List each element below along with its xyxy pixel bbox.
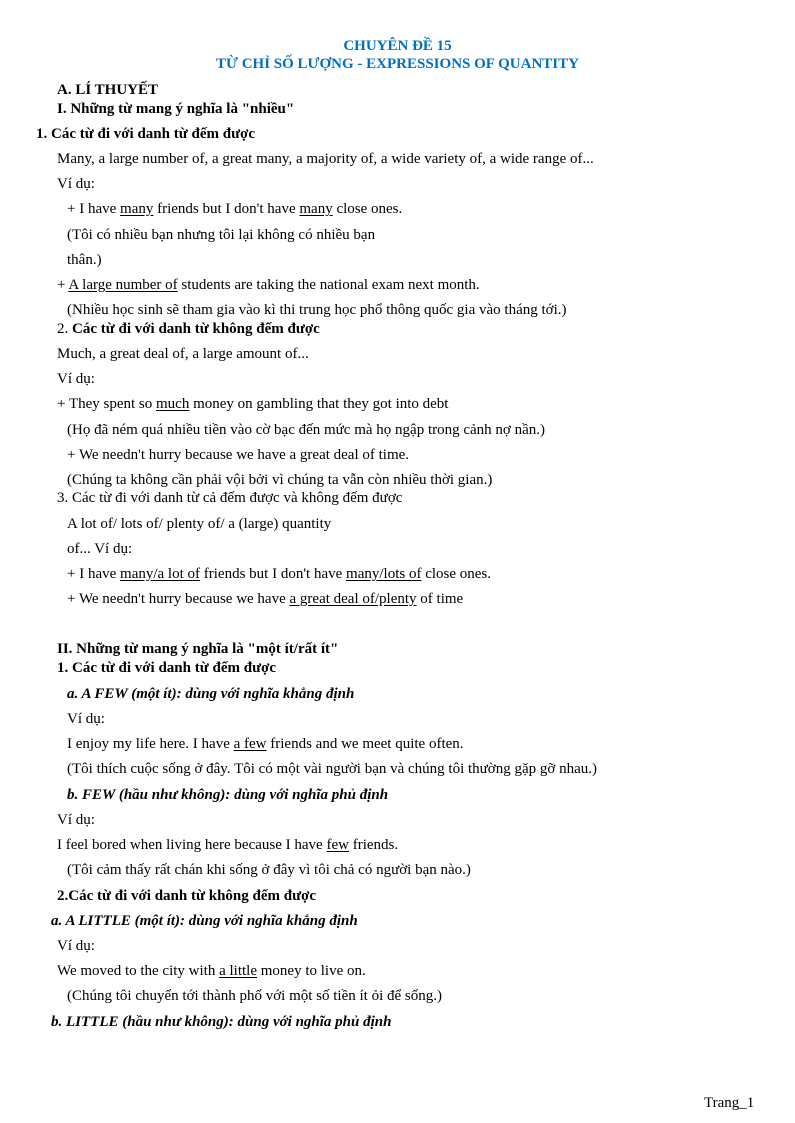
chapter-label: CHUYÊN ĐỀ 15 [343, 38, 452, 54]
part2-s2-heading: 2.Các từ đi với danh từ không đếm được [57, 888, 317, 904]
a-little-heading: a. A LITTLE (một ít): dùng với nghĩa khẳng định [51, 913, 358, 929]
example-translation: (Tôi có nhiều bạn nhưng tôi lại không có nhiều bạn [67, 227, 376, 243]
example-label: Ví dụ: [57, 371, 95, 387]
underlined-term: few [326, 837, 349, 853]
example-translation: (Chúng tôi chuyển tới thành phố với một số tiền ít ỏi để sống.) [67, 988, 442, 1004]
part1-s1-heading: 1. Các từ đi với danh từ đếm được [36, 126, 256, 142]
few-negative-heading: b. FEW (hầu như không): dùng với nghĩa phủ định [67, 787, 389, 803]
example-sentence: + We needn't hurry because we have a great deal of/plenty of time [67, 591, 464, 607]
example-label: Ví dụ: [57, 176, 95, 192]
little-heading: b. LITTLE (hầu như không): dùng với nghĩa phủ định [51, 1014, 392, 1030]
underlined-term: many [299, 201, 333, 217]
example-sentence: + I have many/a lot of friends but I don't have many/lots of close ones. [67, 566, 492, 582]
example-sentence: I enjoy my life here. I have a few friends and we meet quite often. [67, 736, 464, 752]
underlined-term: much [156, 396, 190, 412]
example-sentence: I feel bored when living here because I have few friends. [57, 837, 399, 853]
example-translation: thân.) [67, 252, 102, 268]
document-title: TỪ CHỈ SỐ LƯỢNG - EXPRESSIONS OF QUANTITY [216, 56, 579, 72]
part2-heading: II. Những từ mang ý nghĩa là "một ít/rất ít" [57, 641, 339, 657]
part2-s1-heading: 1. Các từ đi với danh từ đếm được [57, 660, 277, 676]
example-sentence: + A large number of students are taking the national exam next month. [57, 277, 480, 293]
example-translation: (Chúng ta không cần phải vội bởi vì chúng ta vẫn còn nhiều thời gian.) [67, 472, 493, 488]
part1-heading: I. Những từ mang ý nghĩa là "nhiều" [57, 101, 295, 117]
few-heading: a. A FEW (một ít): dùng với nghĩa khẳng định [67, 686, 355, 702]
underlined-term: many/lots of [346, 566, 422, 582]
example-sentence: + They spent so much money on gambling that they got into debt [57, 396, 449, 412]
example-translation: (Tôi thích cuộc sống ở đây. Tôi có một vài người bạn và chúng tôi thường gặp gỡ nhau.) [67, 761, 597, 777]
part1-s3-list: A lot of/ lots of/ plenty of/ a (large) quantity [67, 516, 332, 532]
example-sentence: We moved to the city with a little money to live on. [57, 963, 366, 979]
underlined-term: a little [219, 963, 257, 979]
part1-s1-list: Many, a large number of, a great many, a majority of, a wide variety of, a wide range of... [57, 151, 594, 167]
part1-s2-heading: 2. Các từ đi với danh từ không đếm được [57, 321, 320, 337]
part1-s3-heading: 3. Các từ đi với danh từ cả đếm được và không đếm được [57, 490, 403, 506]
example-translation: (Nhiều học sinh sẽ tham gia vào kì thi trung học phổ thông quốc gia vào tháng tới.) [67, 302, 567, 318]
example-translation: (Tôi cảm thấy rất chán khi sống ở đây vì tôi chả có người bạn nào.) [67, 862, 471, 878]
underlined-term: many/a lot of [120, 566, 201, 582]
example-sentence: + I have many friends but I don't have many close ones. [67, 201, 403, 217]
example-label: Ví dụ: [67, 711, 105, 727]
page-number: Trang_1 [704, 1095, 755, 1111]
example-label: Ví dụ: [57, 938, 95, 954]
underlined-term: many [120, 201, 154, 217]
section-a-heading: A. LÍ THUYẾT [57, 82, 159, 98]
part1-s3-list: of... Ví dụ: [67, 541, 133, 557]
example-label: Ví dụ: [57, 812, 95, 828]
underlined-term: A large number of [68, 277, 178, 293]
example-translation: (Họ đã ném quá nhiều tiền vào cờ bạc đến mức mà họ ngập trong cảnh nợ nần.) [67, 422, 546, 438]
underlined-term: a great deal of/plenty [289, 591, 417, 607]
example-sentence: + We needn't hurry because we have a great deal of time. [67, 447, 410, 463]
part1-s2-list: Much, a great deal of, a large amount of... [57, 346, 309, 362]
underlined-term: a few [233, 736, 267, 752]
